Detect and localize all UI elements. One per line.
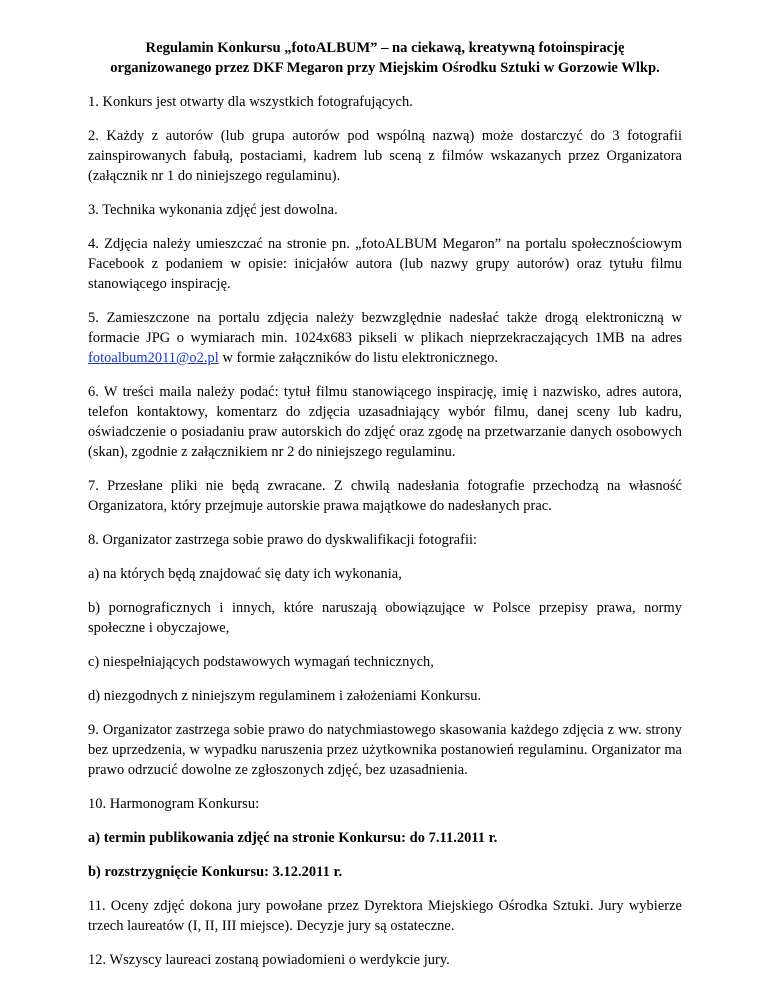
paragraph-12: 12. Wszyscy laureaci zostaną powiadomieni o werdykcie jury.	[88, 952, 450, 968]
paragraph-5-text-before: 5. Zamieszczone na portalu zdjęcia należy bezwzględnie nadesłać także drogą elektroniczną w formacie JPG o wymiarach min. 1024x683 pikseli w plikach nieprzekraczających 1MB na adres	[88, 310, 682, 346]
paragraph-5-text-after: w formie załączników do listu elektronicznego.	[218, 350, 499, 366]
document-page	[88, 38, 682, 984]
document-title	[88, 38, 682, 78]
paragraph-10a: a) termin publikowania zdjęć na stronie Konkursu: do 7.11.2011 r.	[88, 830, 498, 846]
paragraph-7: 7. Przesłane pliki nie będą zwracane. Z chwilą nadesłania fotografie przechodzą na własność Organizatora, który przejmuje autorskie prawa majątkowe do nadesłanych prac.	[88, 478, 682, 514]
paragraph-4: 4. Zdjęcia należy umieszczać na stronie pn. „fotoALBUM Megaron” na portalu społecznościowym Facebook z podaniem w opisie: inicjałów autora (lub nazwy grupy autorów) oraz tytułu filmu stanowiącego inspirację.	[88, 236, 682, 292]
paragraph-8c: c) niespełniających podstawowych wymagań technicznych,	[88, 654, 434, 670]
title-line-1: Regulamin Konkursu „fotoALBUM” – na ciekawą, kreatywną fotoinspirację	[145, 40, 625, 56]
paragraph-9: 9. Organizator zastrzega sobie prawo do natychmiastowego skasowania każdego zdjęcia z ww. strony bez uprzedzenia, w wypadku naruszenia przez użytkownika postanowień regulaminu. Organizator ma prawo odrzucić dowolne ze zgłoszonych zdjęć, bez uzasadnienia.	[88, 722, 682, 778]
paragraph-10: 10. Harmonogram Konkursu:	[88, 796, 260, 812]
email-link[interactable]: fotoalbum2011@o2.pl	[88, 350, 219, 366]
paragraph-8d: d) niezgodnych z niniejszym regulaminem i założeniami Konkursu.	[88, 688, 482, 704]
paragraph-1: 1. Konkurs jest otwarty dla wszystkich fotografujących.	[88, 94, 413, 110]
paragraph-10b: b) rozstrzygnięcie Konkursu: 3.12.2011 r.	[88, 864, 343, 880]
paragraph-2: 2. Każdy z autorów (lub grupa autorów pod wspólną nazwą) może dostarczyć do 3 fotografii zainspirowanych fabułą, postaciami, kadrem lub sceną z filmów wskazanych przez Organizatora (załącznik nr 1 do niniejszego regulaminu).	[88, 128, 682, 184]
paragraph-6: 6. W treści maila należy podać: tytuł filmu stanowiącego inspirację, imię i nazwisko, adres autora, telefon kontaktowy, komentarz do zdjęcia uzasadniający wybór filmu, danej sceny lub kadru, oświadczenie o posiadaniu praw autorskich do zdjęć oraz zgodę na przetwarzanie danych osobowych (skan), zgodnie z załącznikiem nr 2 do niniejszego regulaminu.	[88, 384, 682, 460]
paragraph-8a: a) na których będą znajdować się daty ich wykonania,	[88, 566, 402, 582]
title-line-2: organizowanego przez DKF Megaron przy Miejskim Ośrodku Sztuki w Gorzowie Wlkp.	[110, 60, 660, 76]
paragraph-3: 3. Technika wykonania zdjęć jest dowolna.	[88, 202, 338, 218]
paragraph-8b: b) pornograficznych i innych, które naruszają obowiązujące w Polsce przepisy prawa, normy społeczne i obyczajowe,	[88, 600, 682, 636]
paragraph-5	[88, 308, 682, 368]
paragraph-8: 8. Organizator zastrzega sobie prawo do dyskwalifikacji fotografii:	[88, 532, 478, 548]
paragraph-11: 11. Oceny zdjęć dokona jury powołane przez Dyrektora Miejskiego Ośrodka Sztuki. Jury wybierze trzech laureatów (I, II, III miejsce). Decyzje jury są ostateczne.	[88, 898, 682, 934]
